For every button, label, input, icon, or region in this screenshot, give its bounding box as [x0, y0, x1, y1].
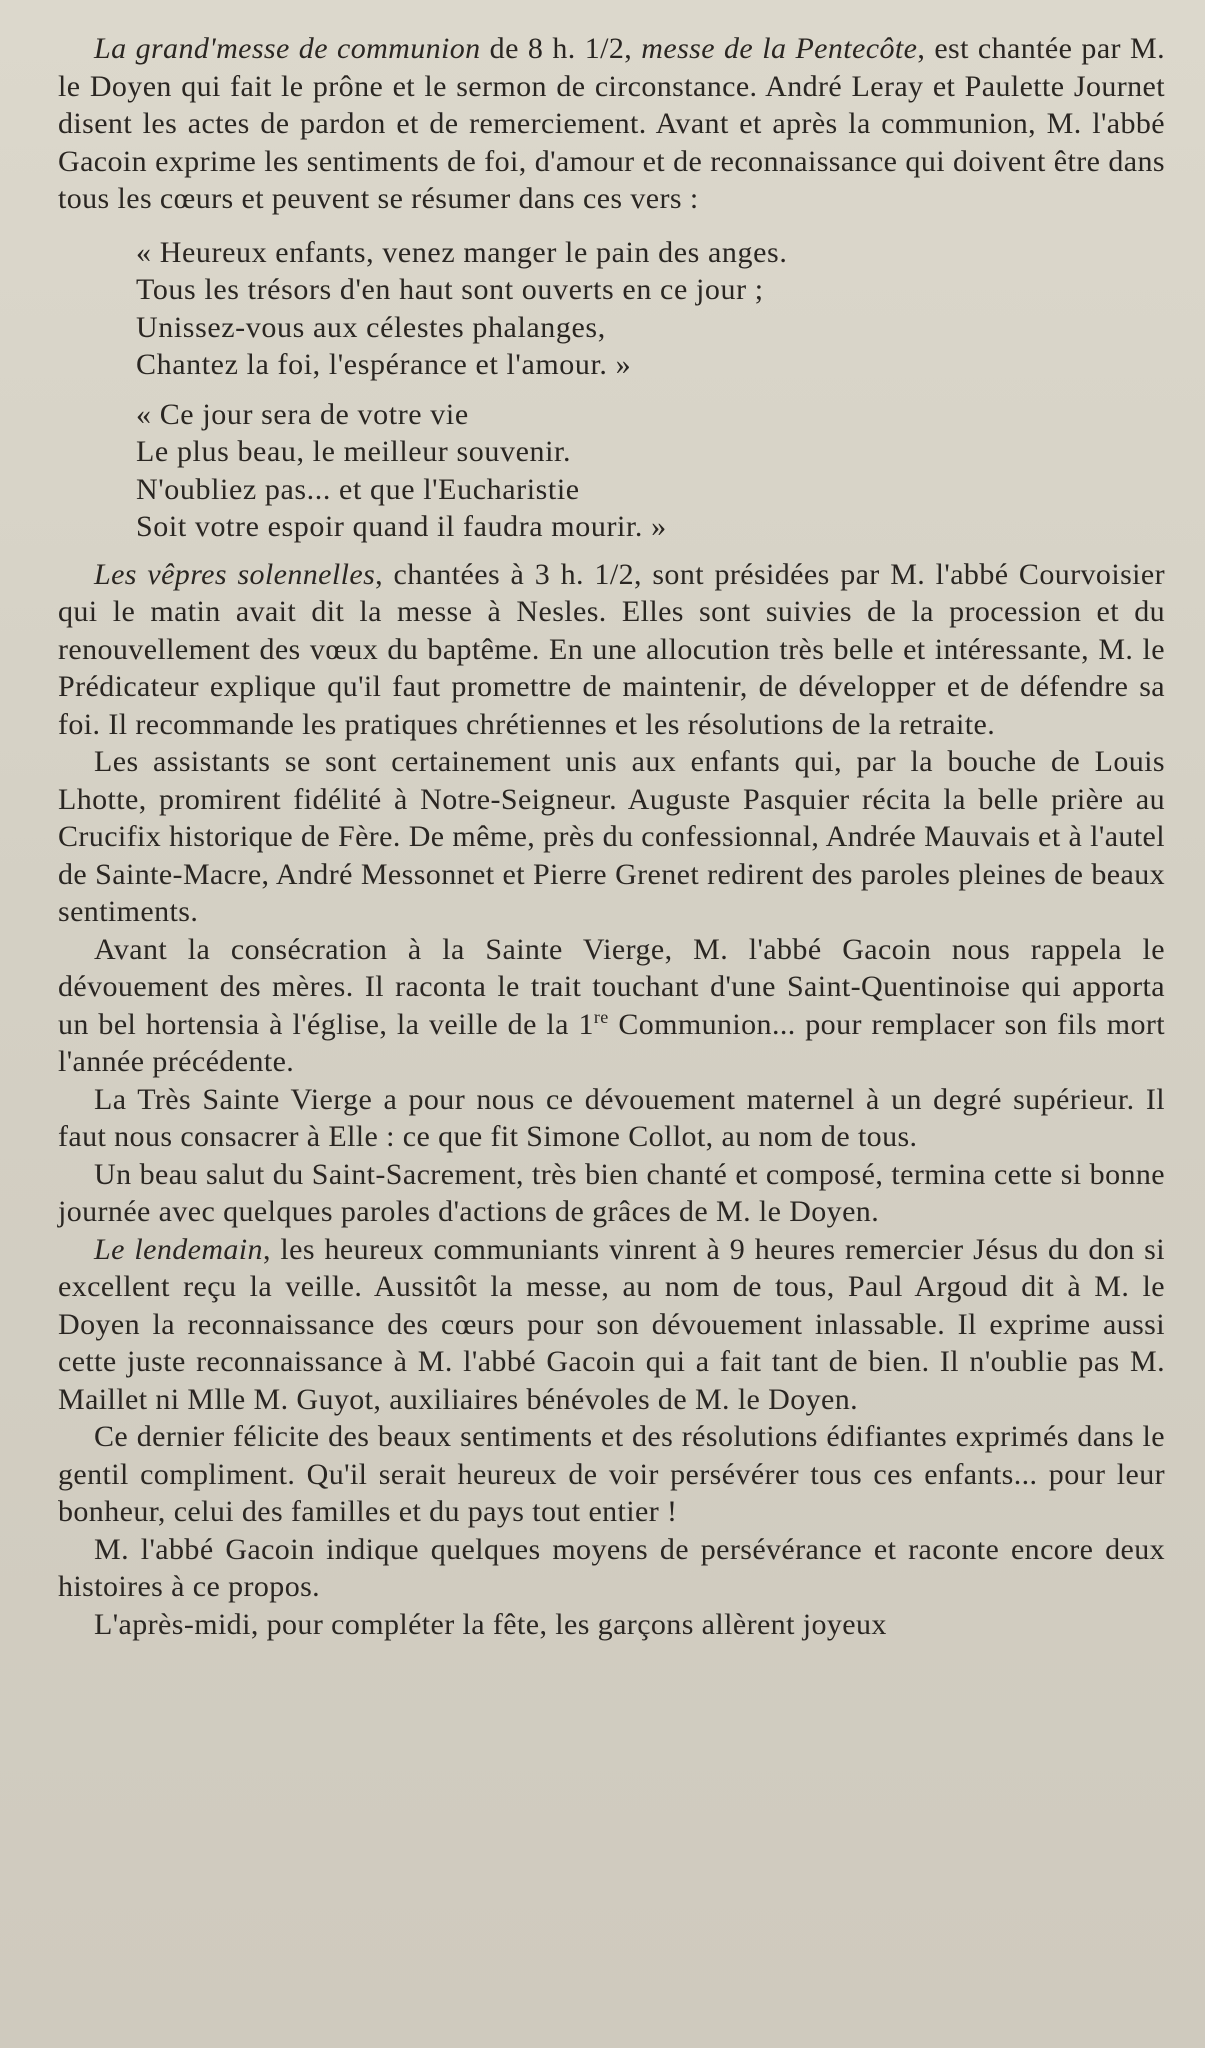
- paragraph-text: , est chantée par M. le Doyen qui fait le prône et le sermon de circonstance. André Leray et Paulette Journet disent les actes de pardon et de remerciement. Avant et après la communion, M. l'abbé Gacoin exprime les sentiments de foi, d'amour et de reconnaissance qui doivent être dans tous les cœurs et peuvent se résumer dans ces vers :: [58, 32, 1165, 215]
- paragraph-consecration: [58, 931, 1165, 1081]
- verse-line: « Heureux enfants, venez manger le pain des anges.: [136, 235, 788, 269]
- verse-line: Chantez la foi, l'espérance et l'amour. »: [136, 348, 632, 381]
- paragraph-felicite: Ce dernier félicite des beaux sentiments et des résolutions édifiantes exprimés dans le gentil compliment. Qu'il serait heureux de voir persévérer tous ces enfants... pour leur bonheur, celui des familles et du pays tout entier !: [58, 1420, 1165, 1528]
- verse-line: Soit votre espoir quand il faudra mourir. »: [136, 510, 667, 543]
- paragraph-text: Avant la consécration à la Sainte Vierge, M. l'abbé Gacoin nous rappela le dévouement des mères. Il raconta le trait touchant d'une Saint-Quentinoise qui apporta un bel hortensia à l'église, la veille de la 1: [58, 932, 1165, 1041]
- verse-line: Unissez-vous aux célestes phalanges,: [136, 310, 606, 344]
- italic-heading-vepres: Les vêpres solennelles: [94, 557, 376, 591]
- italic-heading-grand-messe: La grand'messe de communion: [94, 32, 481, 65]
- paragraph-perseverance: M. l'abbé Gacoin indique quelques moyens de persévérance et raconte encore deux histoires à ce propos.: [58, 1532, 1165, 1603]
- italic-heading-lendemain: Le lendemain: [94, 1232, 263, 1266]
- superscript-re: re: [593, 1006, 609, 1027]
- verse-stanza-1: [136, 234, 1165, 384]
- paragraph-vepres: [58, 556, 1165, 744]
- paragraph-text: , chantées à 3 h. 1/2, sont présidées par M. l'abbé Courvoisier qui le matin avait dit la messe à Nesles. Elles sont suivies de la procession et du renouvellement des vœux du baptême. En une allocution très belle et intéressante, M. le Prédicateur explique qu'il faut promettre de maintenir, de développer et de défendre sa foi. Il recommande les pratiques chrétiennes et les résolutions de la retraite.: [58, 557, 1165, 741]
- verse-line: Tous les trésors d'en haut sont ouverts en ce jour ;: [136, 273, 764, 306]
- paragraph-apres-midi: L'après-midi, pour compléter la fête, les garçons allèrent joyeux: [94, 1607, 887, 1641]
- verse-line: N'oubliez pas... et que l'Eucharistie: [136, 472, 580, 506]
- paragraph-grand-messe: [58, 30, 1165, 218]
- paragraph-salut: Un beau salut du Saint-Sacrement, très bien chanté et composé, termina cette si bonne journée avec quelques paroles d'actions de grâces de M. le Doyen.: [58, 1157, 1165, 1228]
- verse-line: « Ce jour sera de votre vie: [136, 397, 469, 431]
- paragraph-assistants: Les assistants se sont certainement unis aux enfants qui, par la bouche de Louis Lhotte, promirent fidélité à Notre-Seigneur. Auguste Pasquier récita la belle prière au Crucifix historique de Fère. De même, près du confessionnal, Andrée Mauvais et à l'autel de Sainte-Macre, André Messonnet et Pierre Grenet redirent des paroles pleines de beaux sentiments.: [58, 745, 1165, 928]
- paragraph-text: , les heureux communiants vinrent à 9 heures remercier Jésus du don si excellent reçu la veille. Aussitôt la messe, au nom de tous, Paul Argoud dit à M. le Doyen la reconnaissance des cœurs pour son dévouement inlassable. Il exprime aussi cette juste reconnaissance à M. l'abbé Gacoin qui a fait tant de bien. Il n'oublie pas M. Maillet ni Mlle M. Guyot, auxiliaires bénévoles de M. le Doyen.: [58, 1232, 1165, 1416]
- verse-stanza-2: [136, 396, 1165, 546]
- italic-messe-pentecote: messe de la Pentecôte: [641, 32, 918, 65]
- verse-line: Le plus beau, le meilleur souvenir.: [136, 435, 572, 468]
- paragraph-text: Communion... pour remplacer son fils mort l'année précédente.: [58, 1007, 1165, 1078]
- paragraph-sainte-vierge: La Très Sainte Vierge a pour nous ce dévouement maternel à un degré supérieur. Il faut nous consacrer à Elle : ce que fit Simone Collot, au nom de tous.: [58, 1082, 1165, 1153]
- text-time: de 8 h. 1/2,: [480, 32, 642, 65]
- paragraph-lendemain: [58, 1231, 1165, 1419]
